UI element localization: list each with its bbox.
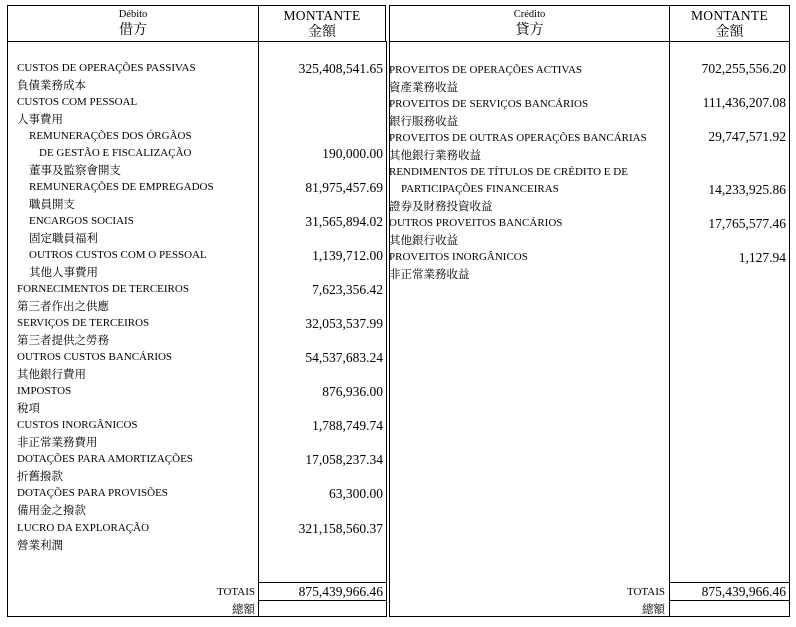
debit-item-amount: 325,408,541.65: [298, 61, 383, 76]
credit-amount-header-pt: MONTANTE: [690, 8, 769, 23]
debit-totals-label: TOTAIS: [216, 586, 255, 598]
debit-amount-header: [258, 5, 386, 42]
debit-item-amount: 1,788,749.74: [312, 418, 383, 433]
debit-item-label-zh: 人事費用: [17, 112, 63, 126]
debit-item-label-zh: 非正常業務費用: [17, 435, 98, 449]
debit-item-label-zh: 董事及監察會開支: [29, 163, 121, 177]
debit-item-label-zh: 第三者提供之勞務: [17, 333, 109, 347]
credit-amount-header: [669, 5, 790, 42]
debit-item-label: FORNECIMENTOS DE TERCEIROS: [17, 283, 189, 295]
debit-total-amount: 875,439,966.46: [298, 584, 383, 599]
credit-item-label-cont: PARTICIPAÇÕES FINANCEIRAS: [401, 183, 559, 195]
credit-header: [389, 5, 670, 42]
debit-item-label: OUTROS CUSTOS COM O PESSOAL: [29, 249, 207, 261]
credit-amount-header-zh: 金額: [715, 24, 744, 40]
debit-item-label: DOTAÇÕES PARA PROVISÕES: [17, 487, 168, 499]
debit-header-pt: Débito: [118, 9, 148, 20]
credit-item-amount: 17,765,577.46: [708, 216, 786, 231]
debit-item-amount: 63,300.00: [329, 486, 383, 501]
debit-item-label: CUSTOS INORGÂNICOS: [17, 419, 138, 431]
debit-totals-label-zh: 總額: [232, 602, 255, 616]
credit-item-label: PROVEITOS DE OPERAÇÕES ACTIVAS: [389, 64, 583, 76]
credit-header-zh: 貸方: [515, 22, 544, 38]
debit-item-label-zh: 折舊撥款: [17, 469, 63, 483]
debit-item-label-zh: 負債業務成本: [17, 78, 86, 92]
credit-item-label: OUTROS PROVEITOS BANCÁRIOS: [389, 217, 563, 229]
debit-item-label: LUCRO DA EXPLORAÇÃO: [17, 522, 150, 534]
debit-item-amount: 32,053,537.99: [305, 316, 383, 331]
debit-total-rule-2: [258, 600, 387, 601]
debit-header-zh: 借方: [119, 22, 147, 38]
debit-item-label-zh: 固定職員福利: [29, 231, 98, 245]
debit-item-label: SERVIÇOS DE TERCEIROS: [17, 317, 150, 329]
debit-item-amount: 7,623,356.42: [312, 282, 383, 297]
credit-item-label-zh: 資產業務收益: [389, 80, 458, 94]
debit-item-label: DOTAÇÕES PARA AMORTIZAÇÕES: [17, 453, 193, 465]
debit-item-amount: 54,537,683.24: [305, 350, 383, 365]
credit-item-label: PROVEITOS DE OUTRAS OPERAÇÕES BANCÁRIAS: [389, 132, 647, 144]
credit-item-amount: 14,233,925.86: [708, 182, 786, 197]
credit-item-label-zh: 證券及財務投資收益: [389, 199, 493, 213]
credit-item-label-zh: 其他銀行收益: [389, 233, 458, 247]
debit-item-label: CUSTOS COM PESSOAL: [17, 96, 138, 108]
credit-item-label: PROVEITOS INORGÂNICOS: [389, 251, 528, 263]
debit-item-amount: 31,565,894.02: [305, 214, 383, 229]
debit-header: [7, 5, 259, 42]
debit-item-amount: 321,158,560.37: [298, 521, 383, 536]
credit-item-label-zh: 其他銀行業務收益: [389, 148, 481, 162]
debit-item-label: OUTROS CUSTOS BANCÁRIOS: [17, 351, 173, 363]
debit-amount-header-pt: MONTANTE: [283, 8, 361, 23]
credit-total-rule-2: [669, 600, 790, 601]
credit-item-amount: 111,436,207.08: [702, 95, 786, 110]
credit-item-label: PROVEITOS DE SERVIÇOS BANCÁRIOS: [389, 98, 589, 110]
debit-item-amount: 1,139,712.00: [312, 248, 383, 263]
credit-divider: [669, 41, 670, 617]
credit-item-amount: 29,747,571.92: [708, 129, 786, 144]
credit-item-amount: 702,255,556.20: [701, 61, 786, 76]
credit-item-label-zh: 銀行服務收益: [389, 114, 458, 128]
credit-totals-label: TOTAIS: [626, 586, 665, 598]
credit-total-amount: 875,439,966.46: [701, 584, 786, 599]
credit-totals-label-zh: 總額: [642, 602, 665, 616]
debit-item-label-cont: DE GESTÃO E FISCALIZAÇÃO: [39, 147, 192, 159]
debit-item-label: REMUNERAÇÕES DOS ÓRGÃOS: [29, 130, 192, 142]
credit-item-amount: 1,127.94: [738, 250, 786, 265]
debit-item-label-zh: 備用金之撥款: [17, 503, 86, 517]
debit-item-amount: 81,975,457.69: [305, 180, 383, 195]
debit-item-label: IMPOSTOS: [17, 385, 72, 397]
credit-header-pt: Crédito: [513, 9, 546, 20]
debit-item-label: REMUNERAÇÕES DE EMPREGADOS: [29, 181, 214, 193]
debit-divider: [258, 41, 259, 617]
debit-item-label-zh: 第三者作出之供應: [17, 299, 109, 313]
debit-amount-header-zh: 金額: [308, 24, 336, 40]
debit-item-label-zh: 職員開支: [29, 197, 75, 211]
credit-item-label-zh: 非正常業務收益: [389, 267, 470, 281]
debit-item-amount: 876,936.00: [322, 384, 383, 399]
profit-loss-statement: [7, 5, 790, 617]
debit-item-label-zh: 營業利潤: [17, 538, 63, 552]
debit-item-label: CUSTOS DE OPERAÇÕES PASSIVAS: [17, 62, 196, 74]
debit-item-amount: 190,000.00: [322, 146, 383, 161]
debit-item-label-zh: 其他銀行費用: [17, 367, 86, 381]
credit-item-label: RENDIMENTOS DE TÍTULOS DE CRÉDITO E DE: [389, 166, 628, 178]
debit-item-label: ENCARGOS SOCIAIS: [29, 215, 134, 227]
debit-item-label-zh: 稅項: [17, 401, 40, 415]
debit-item-amount: 17,058,237.34: [305, 452, 383, 467]
debit-item-label-zh: 其他人事費用: [29, 265, 98, 279]
